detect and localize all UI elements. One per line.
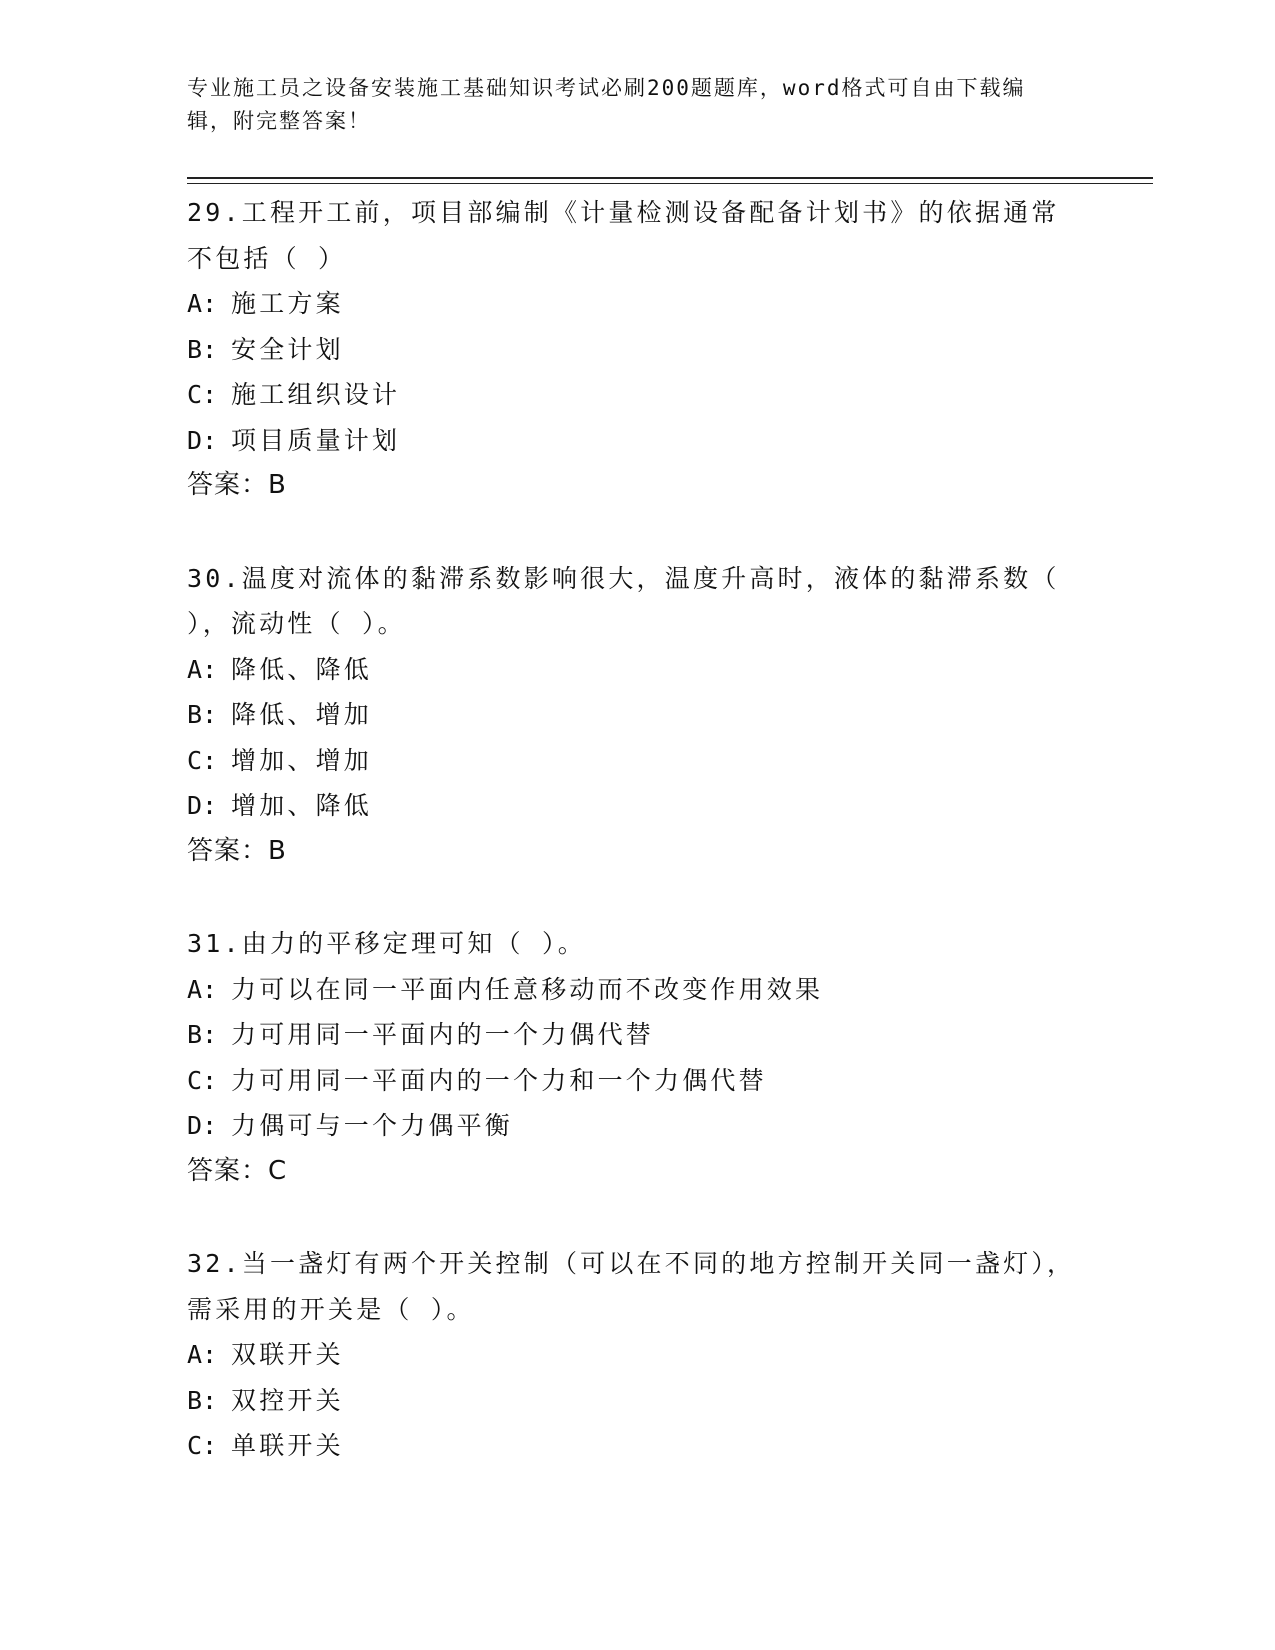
- option-a: [187, 281, 1087, 327]
- option-a: [187, 967, 1087, 1013]
- document-header: 专业施工员之设备安装施工基础知识考试必刷200题题库，word格式可自由下载编辑，附完整答案！: [187, 76, 1026, 133]
- question-31: [187, 921, 1087, 1194]
- option-text: 力可用同一平面内的一个力和一个力偶代替: [231, 1065, 767, 1095]
- option-key: C:: [187, 1065, 218, 1095]
- option-c: [187, 738, 1087, 784]
- option-text: 施工组织设计: [231, 380, 401, 409]
- option-key: D:: [187, 1111, 218, 1140]
- option-text: 力可以在同一平面内任意移动而不改变作用效果: [231, 974, 824, 1004]
- question-list: [187, 190, 1087, 1516]
- header-divider-thin: [187, 183, 1153, 184]
- option-text: 力可用同一平面内的一个力偶代替: [231, 1020, 655, 1049]
- option-text: 单联开关: [231, 1431, 344, 1460]
- option-text: 施工方案: [231, 289, 344, 318]
- option-key: A:: [187, 1340, 218, 1369]
- answer-line: 答案：C: [187, 1155, 288, 1186]
- option-text: 降低、降低: [231, 654, 373, 684]
- option-key: C:: [187, 745, 218, 775]
- option-key: B:: [187, 1020, 218, 1049]
- option-text: 双联开关: [231, 1340, 344, 1369]
- question-stem: 29.工程开工前，项目部编制《计量检测设备配备计划书》的依据通常不包括（ ）: [187, 198, 1060, 273]
- option-key: B:: [187, 700, 218, 729]
- option-text: 增加、增加: [231, 745, 373, 775]
- option-key: C:: [187, 1431, 218, 1460]
- question-stem: 30.温度对流体的黏滞系数影响很大，温度升高时，液体的黏滞系数（ ），流动性（ ）。: [187, 563, 1060, 638]
- option-key: D:: [187, 791, 218, 820]
- option-a: [187, 647, 1087, 693]
- question-29: [187, 190, 1087, 509]
- option-text: 降低、增加: [231, 700, 373, 729]
- header-divider-thick: [187, 177, 1153, 179]
- option-a: [187, 1332, 1087, 1378]
- option-key: A:: [187, 974, 218, 1004]
- question-stem: 32.当一盏灯有两个开关控制（可以在不同的地方控制开关同一盏灯），需采用的开关是（ ）。: [187, 1249, 1076, 1324]
- option-b: [187, 692, 1087, 738]
- option-text: 项目质量计划: [231, 425, 401, 455]
- option-b: [187, 1378, 1087, 1424]
- question-32: [187, 1241, 1087, 1469]
- option-text: 安全计划: [231, 334, 344, 364]
- option-key: A:: [187, 654, 218, 684]
- option-d: [187, 418, 1087, 464]
- option-text: 增加、降低: [231, 791, 373, 820]
- answer-line: 答案：B: [187, 470, 287, 500]
- option-d: [187, 783, 1087, 829]
- option-text: 力偶可与一个力偶平衡: [231, 1111, 514, 1140]
- option-key: D:: [187, 425, 218, 455]
- option-key: A:: [187, 289, 218, 318]
- option-d: [187, 1103, 1087, 1149]
- question-stem: 31.由力的平移定理可知（ ）。: [187, 929, 586, 958]
- question-30: [187, 556, 1087, 875]
- answer-line: 答案：B: [187, 835, 287, 866]
- option-key: B:: [187, 1385, 218, 1415]
- option-key: B:: [187, 334, 218, 364]
- option-b: [187, 1012, 1087, 1058]
- option-c: [187, 372, 1087, 418]
- option-b: [187, 327, 1087, 373]
- option-c: [187, 1423, 1087, 1469]
- option-key: C:: [187, 380, 218, 409]
- option-text: 双控开关: [231, 1385, 344, 1415]
- option-c: [187, 1058, 1087, 1104]
